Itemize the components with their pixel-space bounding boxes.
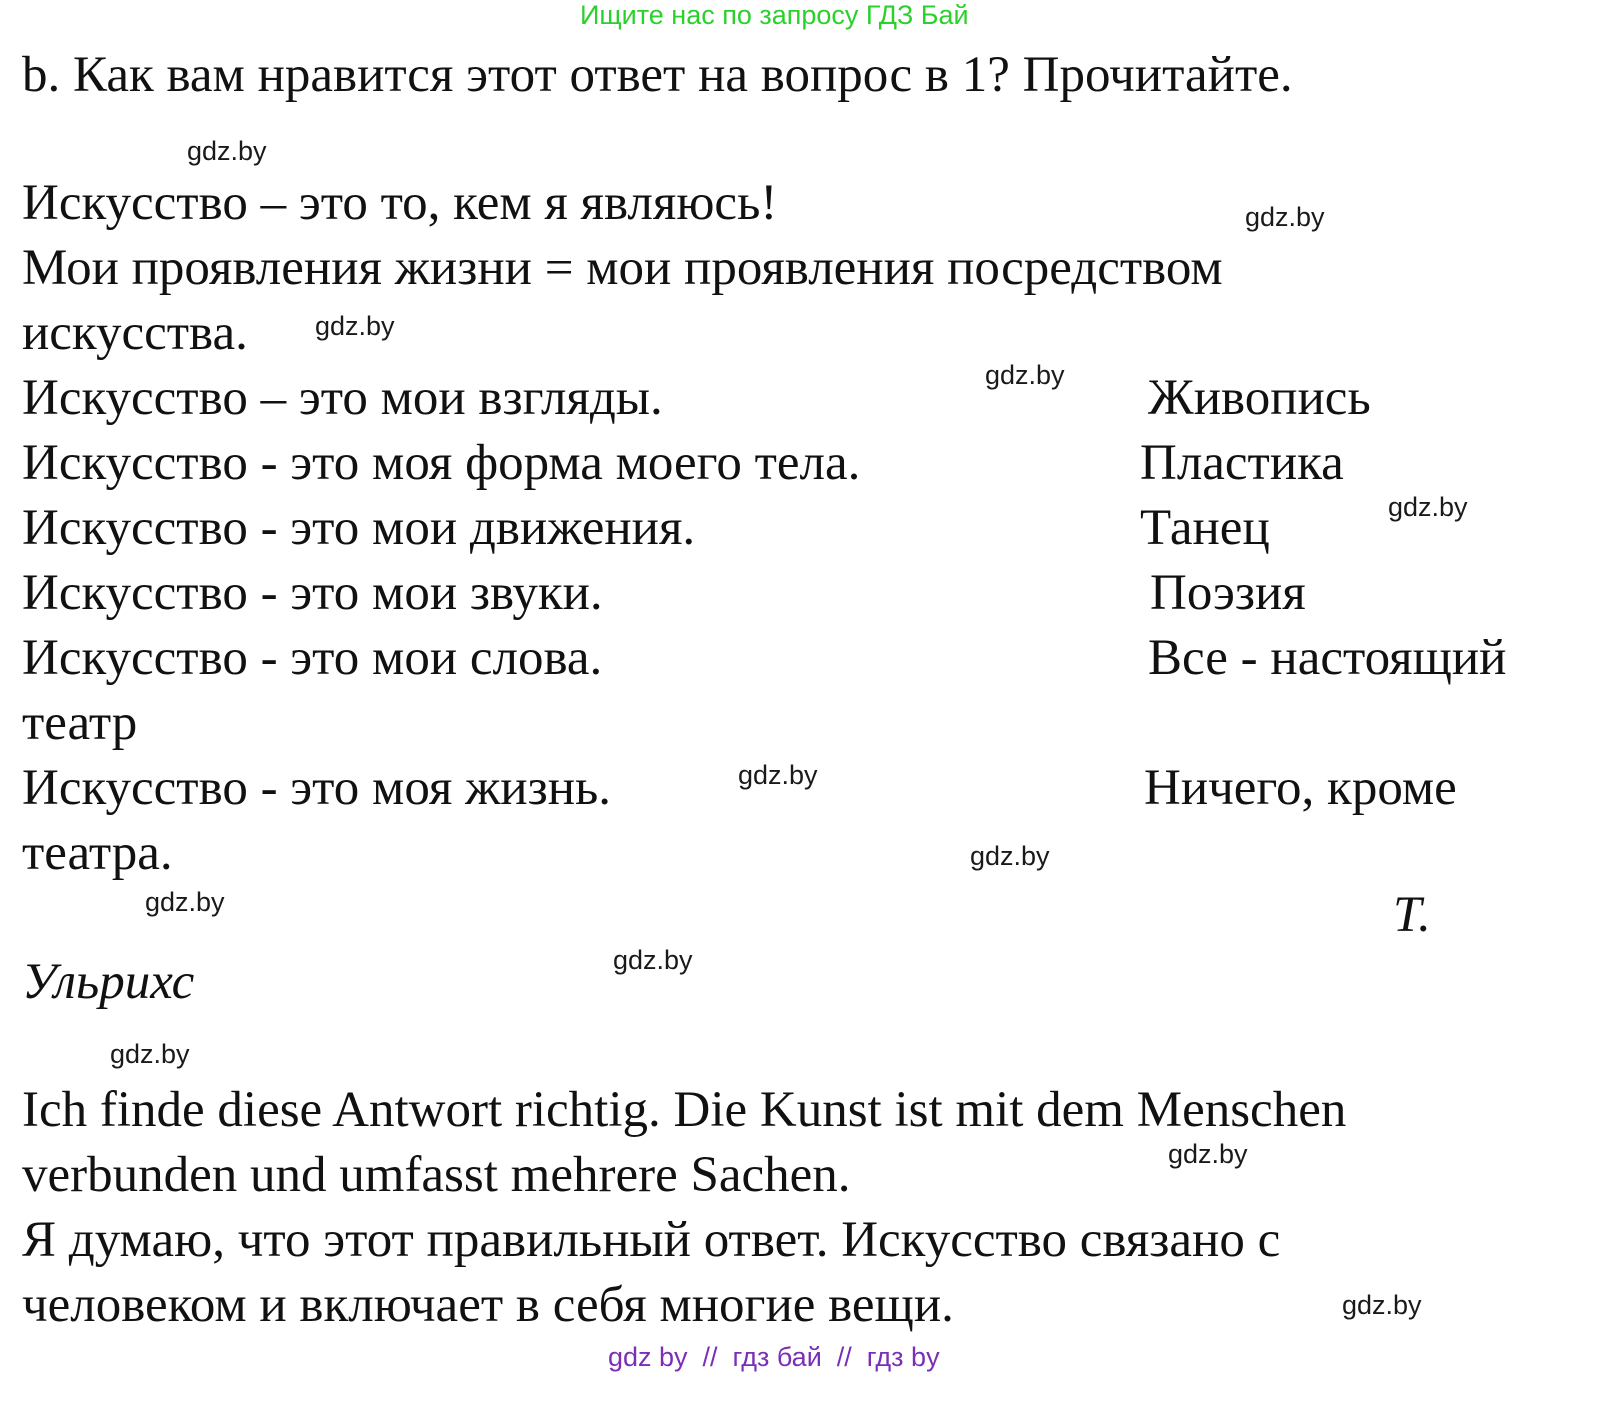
watermark: gdz.by <box>315 311 395 341</box>
answer-russian-line: Я думаю, что этот правильный ответ. Искусство связано с <box>22 1212 1281 1268</box>
watermark: gdz.by <box>1168 1139 1248 1169</box>
watermark: gdz.by <box>970 841 1050 871</box>
answer-german-line: Ich finde diese Antwort richtig. Die Kunst ist mit dem Menschen <box>22 1082 1347 1138</box>
watermark: gdz.by <box>187 136 267 166</box>
author-surname: Ульрихс <box>22 954 195 1010</box>
art-form-item: Все - настоящий <box>1148 630 1507 686</box>
art-form-item: Танец <box>1140 500 1270 556</box>
watermark: gdz.by <box>110 1039 190 1069</box>
art-form-item: Пластика <box>1140 435 1344 491</box>
poem-line: Искусство - это моя форма моего тела. <box>22 435 861 491</box>
answer-german-line: verbunden und umfasst mehrere Sachen. <box>22 1147 851 1203</box>
poem-line: театр <box>22 695 138 751</box>
watermark: gdz.by <box>1342 1290 1422 1320</box>
watermark: gdz.by <box>613 945 693 975</box>
art-form-item: Поэзия <box>1150 565 1306 621</box>
watermark: gdz.by <box>738 760 818 790</box>
watermark: gdz.by <box>985 360 1065 390</box>
question-heading: b. Как вам нравится этот ответ на вопрос в 1? Прочитайте. <box>22 47 1293 103</box>
poem-line: Искусство – это мои взгляды. <box>22 370 663 426</box>
watermark: gdz.by <box>1245 202 1325 232</box>
watermark: gdz.by <box>145 887 225 917</box>
art-form-item: Живопись <box>1148 370 1371 426</box>
answer-russian-line: человеком и включает в себя многие вещи. <box>22 1277 954 1333</box>
art-form-item: Ничего, кроме <box>1144 760 1457 816</box>
watermark: gdz.by <box>1388 492 1468 522</box>
poem-line: Мои проявления жизни = мои проявления посредством <box>22 240 1223 296</box>
footer-links[interactable]: gdz by // гдз бай // гдз by <box>608 1342 940 1372</box>
poem-line: Искусство - это мои слова. <box>22 630 603 686</box>
author-initial: Т. <box>1393 887 1431 943</box>
top-banner[interactable]: Ищите нас по запросу ГДЗ Бай <box>580 0 969 30</box>
poem-line: Искусство - это мои звуки. <box>22 565 603 621</box>
poem-line: искусства. <box>22 305 248 361</box>
poem-line: Искусство - это моя жизнь. <box>22 760 612 816</box>
poem-line: театра. <box>22 825 173 881</box>
poem-line: Искусство - это мои движения. <box>22 500 696 556</box>
poem-line: Искусство – это то, кем я являюсь! <box>22 175 778 231</box>
